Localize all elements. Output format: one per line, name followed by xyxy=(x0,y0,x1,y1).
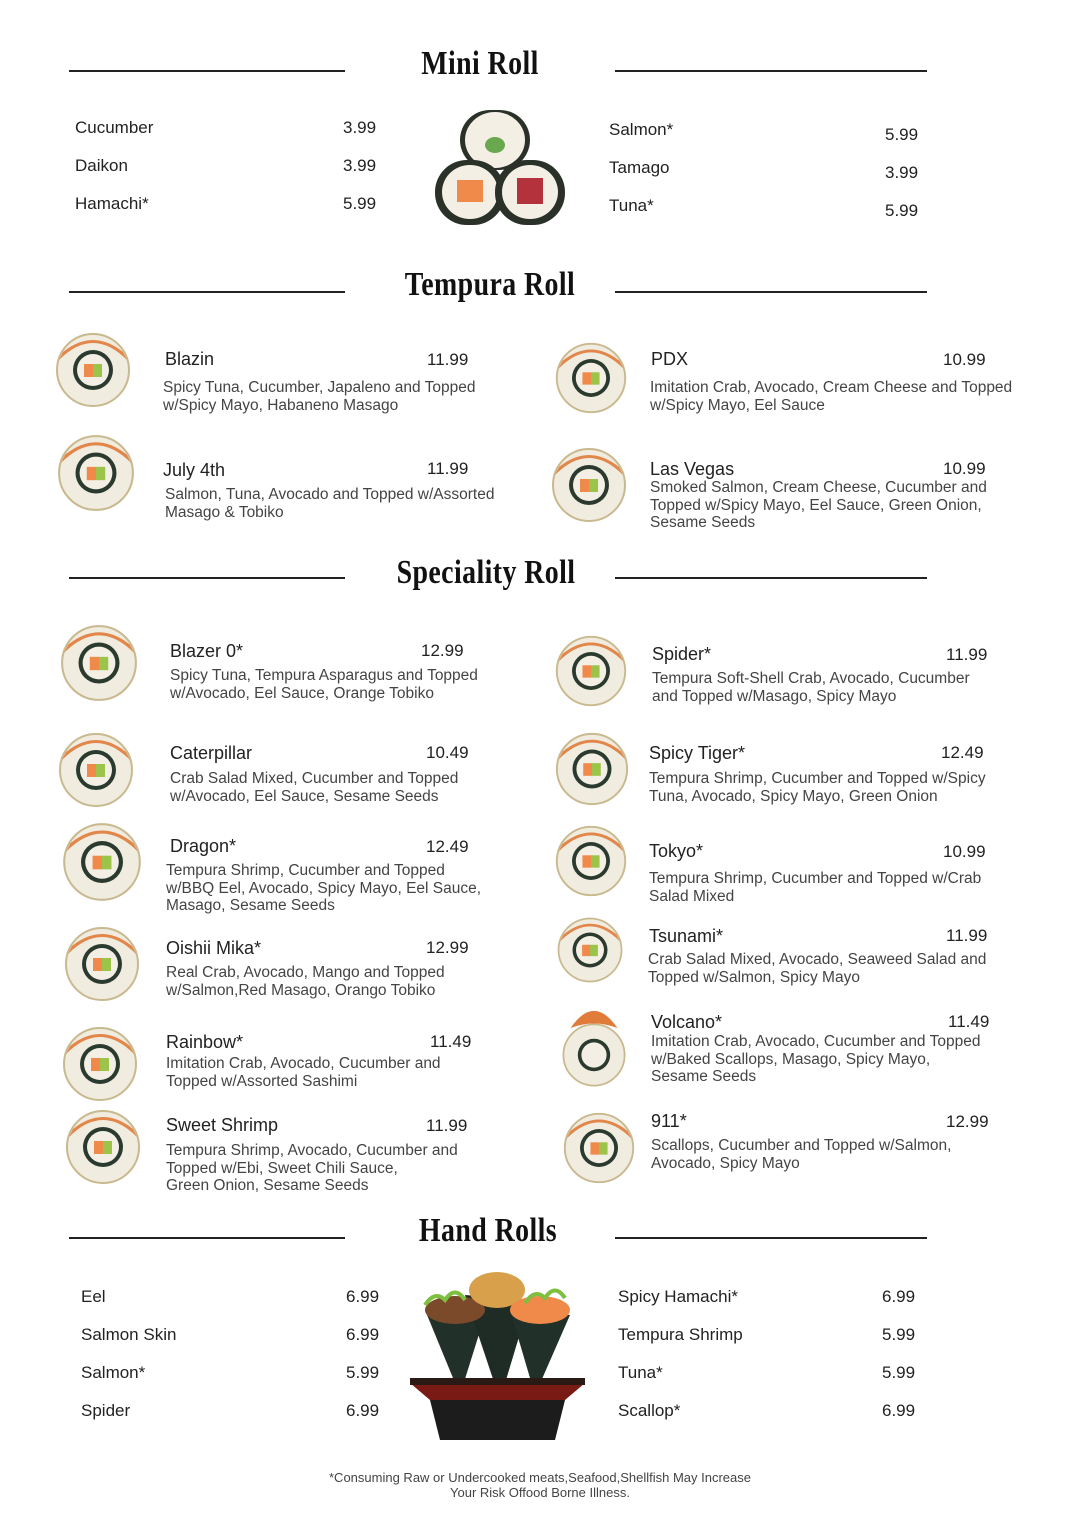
menu-item-price: 12.99 xyxy=(426,938,469,957)
menu-item-name: 911* xyxy=(651,1111,687,1131)
menu-item-price: 12.99 xyxy=(421,641,464,660)
menu-item-name: Oishii Mika* xyxy=(166,938,262,958)
pdx-roll-image xyxy=(553,340,629,416)
menu-item-price: 5.99 xyxy=(882,1363,916,1382)
menu-item-description: Tempura Shrimp, Avocado, Cucumber and Topped w/Ebi, Sweet Chili Sauce, Green Onion, Sesame Seeds xyxy=(166,1142,458,1194)
menu-item-description: Spicy Tuna, Tempura Asparagus and Topped w/Avocado, Eel Sauce, Orange Tobiko xyxy=(170,667,478,702)
menu-item-name: July 4th xyxy=(163,460,226,480)
menu-item-name: Salmon* xyxy=(609,120,674,139)
menu-item-name: Cucumber xyxy=(75,118,154,137)
menu-item-price: 6.99 xyxy=(346,1287,380,1306)
spicy-tiger-roll-image xyxy=(553,730,631,808)
section-title-mini-roll: Mini Roll xyxy=(421,45,539,82)
menu-item-description: Crab Salad Mixed, Cucumber and Topped w/Avocado, Eel Sauce, Sesame Seeds xyxy=(170,770,459,805)
911-roll-image xyxy=(561,1110,637,1186)
menu-item-name: Eel xyxy=(81,1287,106,1306)
las-vegas-roll-image xyxy=(549,445,629,525)
menu-item-price: 3.99 xyxy=(885,163,919,182)
menu-item-price: 5.99 xyxy=(882,1325,916,1344)
menu-item-description: Tempura Shrimp, Cucumber and Topped w/Crab Salad Mixed xyxy=(649,870,982,905)
menu-item-name: Caterpillar xyxy=(170,743,253,763)
raw-food-disclaimer: *Consuming Raw or Undercooked meats,Seafood,Shellfish May Increase Your Risk Offood Borne Illness. xyxy=(329,1470,751,1500)
menu-item-price: 10.49 xyxy=(426,743,469,762)
menu-item-name: Spider xyxy=(81,1401,131,1420)
mini-roll-image xyxy=(430,105,570,230)
menu-item-name: Tamago xyxy=(609,158,670,177)
sweet-shrimp-roll-image xyxy=(60,1107,146,1187)
divider-line xyxy=(69,291,345,293)
menu-item-name: Salmon Skin xyxy=(81,1325,177,1344)
menu-item-description: Tempura Shrimp, Cucumber and Topped w/BBQ Eel, Avocado, Spicy Mayo, Eel Sauce, Masago, Sesame Seeds xyxy=(166,862,482,914)
divider-line xyxy=(615,70,927,72)
menu-item-description: Tempura Soft-Shell Crab, Avocado, Cucumber and Topped w/Masago, Spicy Mayo xyxy=(652,670,970,705)
menu-item-name: Tempura Shrimp xyxy=(618,1325,743,1344)
tokyo-roll-image xyxy=(553,823,629,899)
menu-item-price: 5.99 xyxy=(346,1363,380,1382)
menu-item-name: Dragon* xyxy=(170,836,237,856)
menu-item-price: 3.99 xyxy=(343,156,377,175)
hand-rolls-image xyxy=(405,1265,590,1445)
menu-item-description: Crab Salad Mixed, Avocado, Seaweed Salad and Topped w/Salmon, Spicy Mayo xyxy=(648,951,987,986)
menu-item-name: Tuna* xyxy=(618,1363,663,1382)
menu-item-price: 11.99 xyxy=(426,1116,468,1135)
menu-item-price: 11.99 xyxy=(427,459,469,478)
section-title-hand-rolls: Hand Rolls xyxy=(418,1212,558,1249)
menu-item-price: 5.99 xyxy=(343,194,377,213)
tsunami-roll-image xyxy=(555,915,625,985)
menu-item-price: 10.99 xyxy=(943,350,986,369)
menu-item-name: Hamachi* xyxy=(75,194,149,213)
section-title-speciality-roll: Speciality Roll xyxy=(396,554,576,591)
caterpillar-roll-image xyxy=(56,730,136,810)
menu-item-price: 6.99 xyxy=(346,1401,380,1420)
menu-item-name: Daikon xyxy=(75,156,128,175)
divider-line xyxy=(615,291,927,293)
blazer-0-roll-image xyxy=(58,622,140,704)
menu-item-name: Volcano* xyxy=(651,1012,723,1032)
menu-item-price: 5.99 xyxy=(885,125,919,144)
menu-item-name: Las Vegas xyxy=(650,459,735,479)
menu-item-name: Salmon* xyxy=(81,1363,146,1382)
volcano-roll-image xyxy=(558,1000,630,1092)
menu-item-name: Tsunami* xyxy=(649,926,724,946)
menu-item-price: 12.49 xyxy=(941,743,984,762)
menu-item-description: Smoked Salmon, Cream Cheese, Cucumber and Topped w/Spicy Mayo, Eel Sauce, Green Onion, Sesame Seeds xyxy=(650,479,987,531)
menu-item-price: 11.99 xyxy=(427,350,469,369)
menu-item-name: PDX xyxy=(651,349,689,369)
spider-roll-image xyxy=(553,633,629,709)
menu-item-name: Sweet Shrimp xyxy=(166,1115,279,1135)
divider-line xyxy=(615,577,927,579)
menu-item-name: Spicy Tiger* xyxy=(649,743,746,763)
menu-item-description: Spicy Tuna, Cucumber, Japaleno and Topped w/Spicy Mayo, Habaneno Masago xyxy=(163,379,476,414)
menu-item-price: 6.99 xyxy=(882,1401,916,1420)
menu-item-name: Rainbow* xyxy=(166,1032,244,1052)
menu-item-description: Imitation Crab, Avocado, Cucumber and Topped w/Assorted Sashimi xyxy=(166,1055,441,1090)
oishii-mika-roll-image xyxy=(62,922,142,1006)
divider-line xyxy=(615,1237,927,1239)
menu-item-price: 11.49 xyxy=(948,1012,990,1031)
menu-item-price: 6.99 xyxy=(346,1325,380,1344)
menu-item-price: 12.49 xyxy=(426,837,469,856)
divider-line xyxy=(69,1237,345,1239)
menu-item-price: 6.99 xyxy=(882,1287,916,1306)
menu-item-price: 5.99 xyxy=(885,201,919,220)
rainbow-roll-image xyxy=(60,1024,140,1104)
menu-item-description: Scallops, Cucumber and Topped w/Salmon, Avocado, Spicy Mayo xyxy=(651,1137,952,1172)
menu-item-description: Salmon, Tuna, Avocado and Topped w/Assorted Masago & Tobiko xyxy=(165,486,495,521)
menu-item-price: 10.99 xyxy=(943,459,986,478)
menu-item-name: Tuna* xyxy=(609,196,654,215)
section-title-tempura-roll: Tempura Roll xyxy=(404,266,576,303)
menu-item-price: 11.99 xyxy=(946,926,988,945)
menu-item-price: 11.99 xyxy=(946,645,988,664)
menu-item-description: Imitation Crab, Avocado, Cucumber and Topped w/Baked Scallops, Masago, Spicy Mayo, Sesame Seeds xyxy=(651,1033,981,1085)
menu-item-description: Tempura Shrimp, Cucumber and Topped w/Spicy Tuna, Avocado, Spicy Mayo, Green Onion xyxy=(649,770,986,805)
menu-item-description: Real Crab, Avocado, Mango and Topped w/Salmon,Red Masago, Orango Tobiko xyxy=(166,964,445,999)
menu-item-name: Tokyo* xyxy=(649,841,704,861)
menu-item-name: Blazer 0* xyxy=(170,641,244,661)
menu-item-name: Spider* xyxy=(652,644,712,664)
menu-item-price: 11.49 xyxy=(430,1032,472,1051)
menu-item-name: Scallop* xyxy=(618,1401,681,1420)
dragon-roll-image xyxy=(60,820,144,904)
menu-item-name: Spicy Hamachi* xyxy=(618,1287,738,1306)
menu-item-price: 3.99 xyxy=(343,118,377,137)
divider-line xyxy=(69,577,345,579)
menu-item-price: 10.99 xyxy=(943,842,986,861)
july-4th-roll-image xyxy=(55,432,137,514)
menu-item-price: 12.99 xyxy=(946,1112,989,1131)
menu-item-description: Imitation Crab, Avocado, Cream Cheese and Topped w/Spicy Mayo, Eel Sauce xyxy=(650,379,1013,414)
blazin-roll-image xyxy=(53,330,133,410)
divider-line xyxy=(69,70,345,72)
menu-item-name: Blazin xyxy=(165,349,215,369)
